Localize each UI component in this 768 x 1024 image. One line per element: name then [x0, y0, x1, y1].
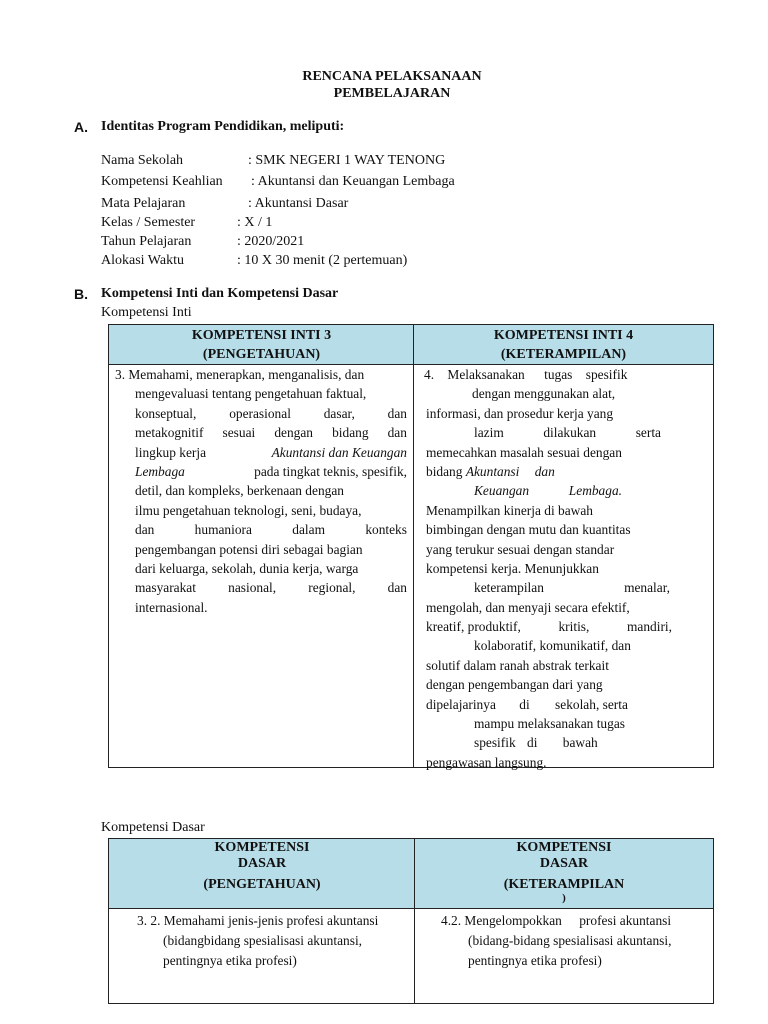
kd-label: Kompetensi Dasar	[101, 820, 205, 835]
ki4-line: kompetensi kerja. Menunjukkan	[426, 560, 599, 576]
ki3-line	[115, 520, 407, 539]
ki3-word: dan	[135, 522, 155, 538]
kd4-header-line: DASAR	[539, 856, 589, 871]
identity-label-class: Kelas / Semester	[101, 215, 196, 230]
ki4-header-subtitle: (KETERAMPILAN)	[500, 347, 627, 362]
ki4-word: 4.	[424, 367, 435, 382]
ki4-line	[424, 617, 672, 636]
ki3-word: dan	[387, 580, 407, 596]
identity-label-time: Alokasi Waktu	[101, 253, 184, 268]
ki3-italic: Akuntansi dan Keuangan	[271, 444, 407, 460]
ki4-line: informasi, dan prosedur kerja yang	[426, 405, 614, 421]
ki4-line: memecahkan masalah sesuai dengan	[426, 444, 622, 460]
kd3-header-line: KOMPETENSI	[214, 840, 310, 855]
ki3-word: nasional,	[228, 580, 277, 596]
ki3-italic: Lembaga	[135, 463, 185, 479]
ki4-line: dengan menggunakan alat,	[472, 386, 616, 402]
ki4-line: mengolah, dan menyaji secara efektif,	[426, 599, 630, 615]
ki3-word: metakognitif	[135, 425, 204, 441]
ki4-italic: Keuangan	[474, 483, 530, 499]
ki4-word: serta	[635, 425, 661, 441]
ki3-word: dasar,	[323, 405, 355, 421]
ki3-line: mengevaluasi tentang pengetahuan faktual,	[135, 386, 367, 402]
ki4-line	[424, 481, 622, 500]
document-title	[200, 68, 584, 102]
ki3-line	[115, 404, 407, 423]
ki3-header-subtitle: (PENGETAHUAN)	[202, 347, 321, 362]
ki4-word: menalar,	[624, 580, 670, 596]
ki4-word: keterampilan	[474, 580, 544, 596]
ki3-word: dan	[387, 425, 407, 441]
kd3-content	[137, 911, 413, 971]
ki4-line: bimbingan dengan mutu dan kuantitas	[426, 522, 631, 538]
identity-label-subject: Mata Pelajaran	[101, 196, 186, 211]
ki4-word: lazim	[474, 425, 504, 441]
ki3-word: bidang	[332, 425, 369, 441]
ki3-word: masyarakat	[135, 580, 196, 596]
kd3-header-line: (PENGETAHUAN)	[203, 877, 321, 892]
kd3-word: (bidangbidang	[163, 933, 241, 948]
section-b-heading: Kompetensi Inti dan Kompetensi Dasar	[101, 286, 339, 301]
ki3-word: operasional	[229, 405, 291, 421]
kd4-header-line: )	[562, 892, 566, 904]
ki3-word: sesuai	[222, 425, 256, 441]
ki4-line	[424, 695, 706, 714]
kd4-header-line: KOMPETENSI	[516, 840, 612, 855]
ki3-header	[109, 325, 414, 365]
kd4-header	[415, 839, 713, 909]
ki4-line: dengan pengembangan dari yang	[426, 677, 603, 693]
ki3-line: internasional.	[135, 599, 208, 615]
section-b-letter: B.	[74, 286, 88, 302]
ki4-word: di	[519, 696, 530, 712]
ki4-line: kolaboratif, komunikatif, dan	[474, 638, 631, 654]
ki4-line	[424, 462, 706, 481]
ki4-content	[424, 365, 706, 772]
kd4-header-line: (KETERAMPILAN	[503, 877, 625, 892]
ki3-word: pada tingkat teknis, spesifik,	[254, 463, 407, 479]
ki4-line	[424, 365, 706, 384]
kd4-word: 4.2. Mengelompokkan	[441, 913, 562, 928]
ki4-word: dilakukan	[543, 425, 597, 441]
ki-label: Kompetensi Inti	[101, 305, 192, 320]
identity-value-school: : SMK NEGERI 1 WAY TENONG	[248, 153, 446, 168]
ki4-word: di	[527, 735, 538, 751]
kd3-line: pentingnya etika profesi)	[163, 953, 297, 968]
ki4-word: kreatif, produktif,	[426, 619, 521, 635]
ki4-line	[424, 578, 670, 597]
ki4-word: bawah	[562, 735, 598, 751]
ki3-line	[115, 578, 407, 597]
identity-value-expertise: : Akuntansi dan Keuangan Lembaga	[251, 174, 455, 189]
ki3-line: ilmu pengetahuan teknologi, seni, budaya,	[135, 502, 362, 518]
kd3-line	[137, 931, 421, 951]
ki3-word: lingkup kerja	[135, 444, 207, 460]
ki4-italic: Akuntansi	[465, 463, 520, 479]
ki4-word: Melaksanakan	[447, 367, 525, 382]
ki-table	[108, 324, 714, 768]
identity-label-expertise: Kompetensi Keahlian	[101, 174, 223, 189]
kd4-line: (bidang-bidang spesialisasi akuntansi,	[468, 933, 672, 948]
kd4-line	[441, 911, 713, 931]
identity-label-year: Tahun Pelajaran	[101, 234, 192, 249]
ki3-line	[115, 462, 407, 481]
ki3-line	[115, 423, 407, 442]
ki3-word: dan	[387, 405, 407, 421]
ki3-word: konseptual,	[135, 405, 197, 421]
identity-value-class: : X / 1	[237, 215, 273, 230]
ki3-word: regional,	[308, 580, 356, 596]
ki3-header-title: KOMPETENSI INTI 3	[191, 328, 332, 343]
kd-column-divider	[414, 839, 415, 1003]
kd-table	[108, 838, 714, 1004]
ki3-line: detil, dan kompleks, berkenaan dengan	[135, 483, 344, 499]
ki4-line	[424, 733, 706, 752]
ki3-content	[115, 365, 407, 617]
kd3-word: spesialisasi	[243, 933, 304, 948]
ki4-line: pengawasan langsung.	[426, 754, 547, 770]
ki3-line: dari keluarga, sekolah, dunia kerja, warga	[135, 560, 359, 576]
ki4-line: Menampilkan kinerja di bawah	[426, 502, 593, 518]
ki4-word: mandiri,	[626, 619, 672, 635]
kd4-content	[441, 911, 713, 971]
ki4-word: kritis,	[558, 619, 590, 635]
kd3-line: 3. 2. Memahami jenis-jenis profesi akuntansi	[137, 913, 379, 928]
ki3-line	[115, 443, 407, 462]
kd3-word: akuntansi,	[307, 933, 363, 948]
ki3-word: konteks	[365, 522, 407, 538]
ki4-line: solutif dalam ranah abstrak terkait	[426, 657, 609, 673]
identity-value-time: : 10 X 30 menit (2 pertemuan)	[237, 253, 408, 268]
section-a-heading: Identitas Program Pendidikan, meliputi:	[101, 119, 345, 134]
identity-label-school: Nama Sekolah	[101, 153, 184, 168]
kd3-header-line: DASAR	[237, 856, 287, 871]
ki4-word: dipelajarinya	[426, 696, 496, 712]
section-a-letter: A.	[74, 119, 88, 135]
ki4-word: sekolah, serta	[555, 696, 628, 712]
ki4-header	[414, 325, 713, 365]
ki3-word: humaniora	[194, 522, 252, 538]
identity-value-year: : 2020/2021	[237, 234, 305, 249]
identity-value-subject: : Akuntansi Dasar	[248, 196, 349, 211]
ki4-header-title: KOMPETENSI INTI 4	[493, 328, 634, 343]
ki4-italic: Lembaga.	[568, 483, 622, 499]
title-line-1: RENCANA PELAKSANAAN	[302, 69, 482, 84]
ki3-word: dalam	[292, 522, 325, 538]
ki4-word: bidang	[426, 463, 463, 479]
ki3-line: 3. Memahami, menerapkan, menganalisis, dan	[115, 367, 365, 382]
ki4-line	[424, 423, 661, 442]
kd4-line: pentingnya etika profesi)	[468, 953, 602, 968]
ki4-word: spesifik	[474, 735, 516, 751]
ki4-italic: dan	[534, 463, 555, 479]
ki-column-divider	[413, 325, 414, 767]
ki4-word: tugas	[544, 367, 573, 382]
ki4-line: yang terukur sesuai dengan standar	[426, 541, 615, 557]
ki4-line: mampu melaksanakan tugas	[474, 716, 625, 732]
kd4-word: profesi akuntansi	[579, 913, 672, 928]
ki3-line: pengembangan potensi diri sebagai bagian	[135, 541, 363, 557]
ki3-word: dengan	[274, 425, 313, 441]
title-line-2: PEMBELAJARAN	[333, 86, 451, 101]
ki4-word: spesifik	[585, 367, 628, 382]
kd3-header	[109, 839, 415, 909]
